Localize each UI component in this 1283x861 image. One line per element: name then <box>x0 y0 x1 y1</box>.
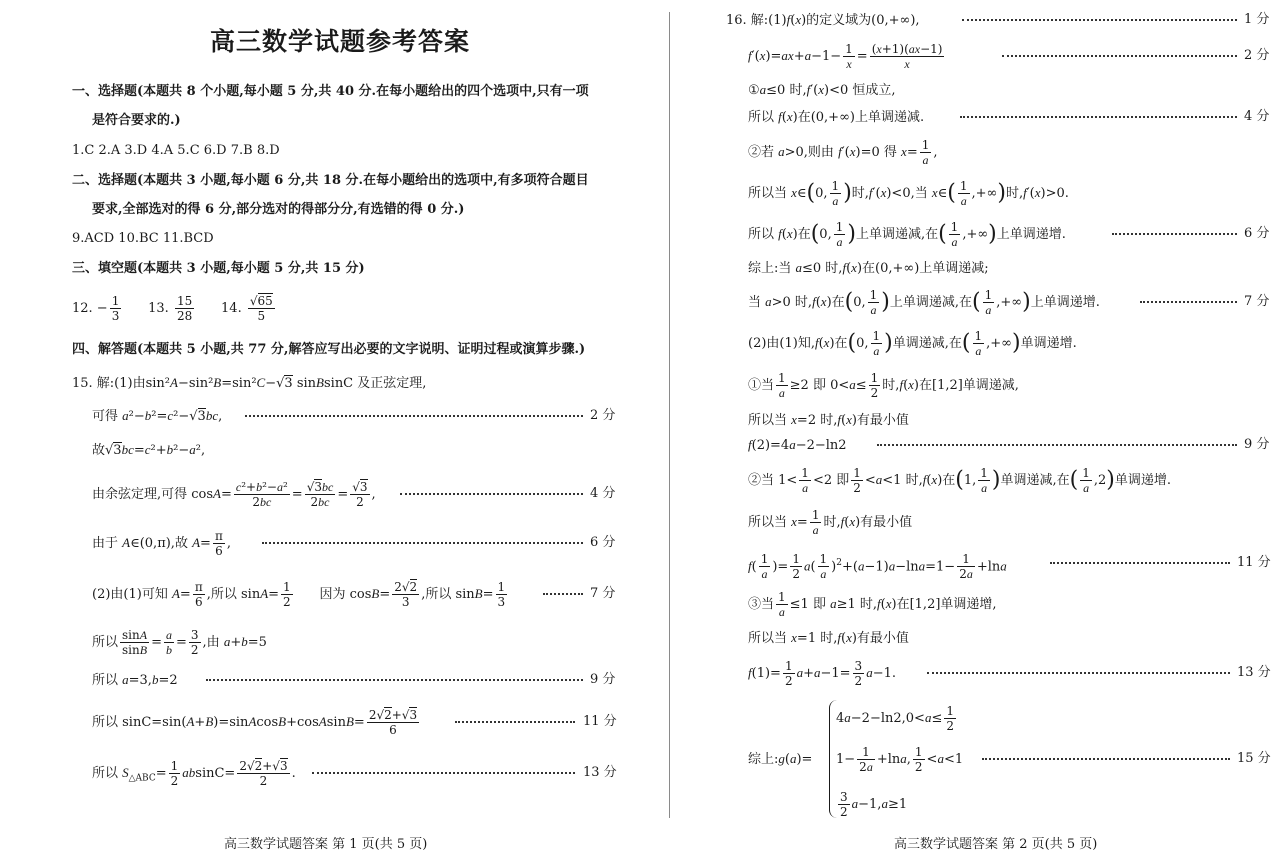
score: 6 分 <box>590 535 616 550</box>
q16-line-12: 所以当 x=2 时,f(x)有最小值 <box>748 412 909 428</box>
score: 2 分 <box>1244 48 1270 63</box>
section-1-heading-cont: 是符合要求的.) <box>92 113 181 128</box>
score: 15 分 <box>1237 751 1271 766</box>
score: 13 分 <box>1237 665 1271 680</box>
score: 11 分 <box>583 714 617 729</box>
q16-line-19: f(1)= $\frac{1}{2}$ a+a−1= $\frac{3}{2}$ a−1. <box>748 659 896 688</box>
q15-line-4: 由余弦定理,可得 cosA= $\frac{\text{c²+b²−a²}}{2bc}$ = $\frac{√3bc}{2bc}$ = $\frac{√3}{2}$ , <box>92 480 376 509</box>
piecewise-case-1: 4a−2−ln2,0<a≤ $\frac{1}{2}$ <box>836 704 954 733</box>
q16-line-8: 综上:当 a≤0 时,f(x)在(0,+∞)上单调递减; <box>748 260 989 276</box>
section-1-answers: 1.C 2.A 3.D 4.A 5.C 6.D 7.B 8.D <box>72 143 280 158</box>
score: 9 分 <box>590 672 616 687</box>
score: 13 分 <box>583 765 617 780</box>
q15-line-8: 所以 a=3,b=2 <box>92 672 178 688</box>
q16-line-7: 所以 f(x)在(0, $\frac{1}{a}$ )上单调递减,在( $\frac{1}{a}$ ,+∞)上单调递增. <box>748 220 1066 249</box>
score: 4 分 <box>1244 109 1270 124</box>
q15-line-2: 可得 a²−b²=c²−√3bc, <box>92 408 223 424</box>
page-divider <box>669 12 670 818</box>
section-2-heading-cont: 要求,全部选对的得 6 分,部分选对的得部分分,有选错的得 0 分.) <box>92 202 465 217</box>
q16-conclusion-label: 综上:g(a)= <box>748 751 813 767</box>
page-footer: 高三数学试题答案 第 1 页(共 5 页) <box>224 837 428 852</box>
q16-line-9: 当 a>0 时,f(x)在(0, $\frac{1}{a}$ )上单调递减,在( $\frac{1}{a}$ ,+∞)上单调递增. <box>748 288 1100 317</box>
section-3-answers: 12. − $\frac{1}{3}$ 13. $\frac{15}{28}$ 14. $\frac{√65}{5}$ <box>72 294 273 323</box>
q15-line-9: 所以 sinC=sin(A+B)=sinAcosB+cosAsinB= $\frac{2√2+√3}{6}$ <box>92 708 418 737</box>
page-footer: 高三数学试题答案 第 2 页(共 5 页) <box>894 837 1098 852</box>
page-title: 高三数学试题参考答案 <box>209 27 470 56</box>
section-2-answers: 9.ACD 10.BC 11.BCD <box>72 231 214 246</box>
q15-line-3: 故√3bc=c²+b²−a², <box>92 442 206 458</box>
q16-line-6: 所以当 x∈(0, $\frac{1}{a}$ )时,f′(x)<0,当 x∈( $\frac{1}{a}$ ,+∞)时,f′(x)>0. <box>748 179 1069 208</box>
q16-line-2: f′(x)=ax+a−1− $\frac{1}{x}$ = $\frac{(x+1)(ax-1)}{x}$ <box>748 42 943 71</box>
q15-line-5: 由于 A∈(0,π),故 A= $\frac{\pi}{6}$ , <box>92 529 231 558</box>
q15-line-10: 所以 $S_{\triangle ABC}=$ $\frac{1}{2}$ absinC= $\frac{2√2+√3}{2}$ . <box>92 759 296 788</box>
section-2-heading: 二、选择题(本题共 3 小题,每小题 6 分,共 18 分.在每小题给出的选项中,有多项符合题目 <box>72 173 589 188</box>
score: 9 分 <box>1244 437 1270 452</box>
score: 2 分 <box>590 408 616 423</box>
score: 4 分 <box>590 486 616 501</box>
q16-line-5: ②若 a>0,则由 f′(x)=0 得 x= $\frac{1}{a}$ , <box>748 138 938 167</box>
q16-line-3: ①a≤0 时,f′(x)<0 恒成立, <box>748 82 896 98</box>
piecewise-case-2: 1− $\frac{1}{2a}$ +lna, $\frac{1}{2}$ <a<1 <box>836 745 964 774</box>
score: 7 分 <box>590 586 616 601</box>
q15-line-1: 15. 解:(1)由sin²A−sin²B=sin²C−√3 sinBsinC 及正弦定理, <box>72 375 427 391</box>
q15-line-6: (2)由(1)可知 A= $\frac{\pi}{6}$ ,所以 sinA= $\frac{1}{2}$ 因为 cosB= $\frac{2√2}{3}$ ,所以 sinB= $\frac{1}{3}$ <box>92 580 506 609</box>
score: 7 分 <box>1244 294 1270 309</box>
section-1-heading: 一、选择题(本题共 8 个小题,每小题 5 分,共 40 分.在每小题给出的四个选项中,只有一项 <box>72 84 589 99</box>
q15-line-7: 所以 $\frac{\sin A}{\sin B}$ = $\frac{a}{b}$ = $\frac{3}{2}$ ,由 a+b=5 <box>92 628 267 657</box>
score: 11 分 <box>1237 555 1271 570</box>
q16-line-17: ③当 $\frac{1}{a}$ ≤1 即 a≥1 时,f(x)在[1,2]单调递增, <box>748 590 997 619</box>
score: 6 分 <box>1244 226 1270 241</box>
q16-line-16: f( $\frac{1}{a}$ )= $\frac{1}{2}$ a( $\frac{1}{a}$ )$^2$+(a−1)a−lna=1− $\frac{1}{2a}$ +lna <box>748 552 1007 582</box>
piecewise-case-3: $\frac{3}{2}$ a−1,a≥1 <box>840 790 908 819</box>
answer-page-2 <box>672 0 1283 861</box>
q16-line-13: f(2)=4a−2−ln2 <box>748 437 847 453</box>
q16-line-1: 16. 解:(1)f(x)的定义域为(0,+∞), <box>726 12 920 28</box>
section-4-heading: 四、解答题(本题共 5 小题,共 77 分,解答应写出必要的文字说明、证明过程或演算步骤.) <box>72 342 586 357</box>
q16-line-10: (2)由(1)知,f(x)在(0, $\frac{1}{a}$ )单调递减,在( $\frac{1}{a}$ ,+∞)单调递增. <box>748 329 1077 358</box>
q16-line-11: ①当 $\frac{1}{a}$ ≥2 即 0<a≤ $\frac{1}{2}$ 时,f(x)在[1,2]单调递减, <box>748 371 1019 400</box>
score: 1 分 <box>1244 12 1270 27</box>
section-3-heading: 三、填空题(本题共 3 小题,每小题 5 分,共 15 分) <box>72 261 365 276</box>
q16-line-4: 所以 f(x)在(0,+∞)上单调递减. <box>748 109 925 125</box>
q16-line-14: ②当 1< $\frac{1}{a}$ <2 即 $\frac{1}{2}$ <a<1 时,f(x)在(1, $\frac{1}{a}$ )单调递减,在( $\frac{1}{a}$ ,2)单调递增. <box>748 466 1172 495</box>
q16-line-15: 所以当 x= $\frac{1}{a}$ 时,f(x)有最小值 <box>748 508 913 537</box>
q16-line-18: 所以当 x=1 时,f(x)有最小值 <box>748 630 909 646</box>
